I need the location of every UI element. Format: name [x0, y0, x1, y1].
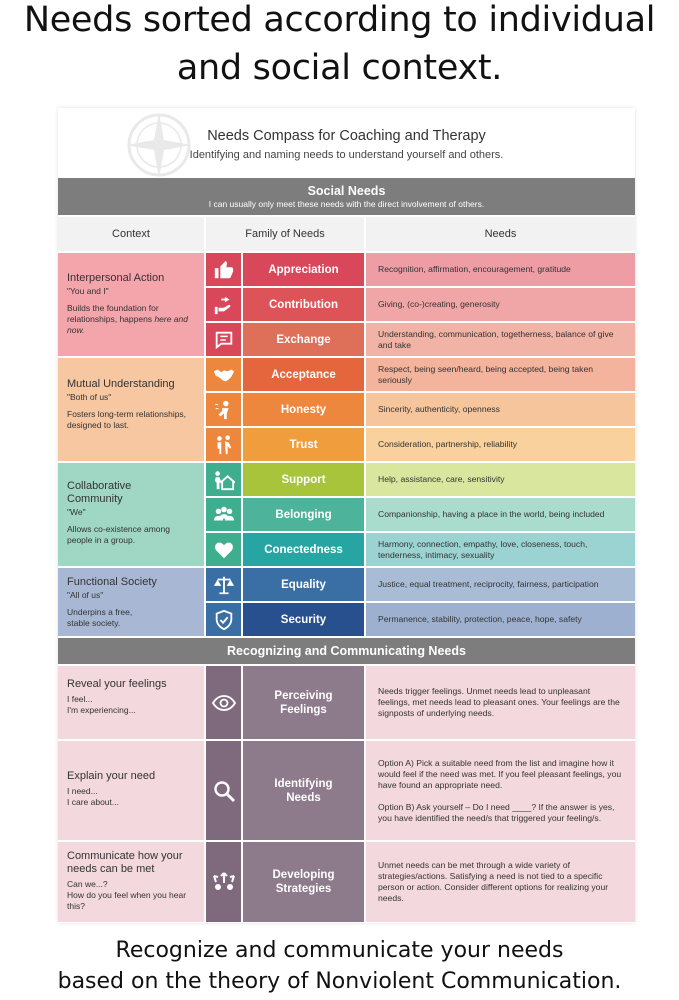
column-header-family: Family of Needs — [206, 217, 364, 251]
need-row-icon-7 — [206, 498, 241, 531]
step-text-1 — [366, 741, 635, 840]
scales-icon — [213, 574, 235, 596]
family-exchange: Exchange — [243, 323, 364, 356]
need-row-icon-5 — [206, 428, 241, 461]
step-icon-cell-0 — [206, 666, 241, 739]
footer-line-1: Recognize and communicate your needs — [115, 938, 564, 963]
step-icon-cell-2 — [206, 842, 241, 922]
column-header-context: Context — [58, 217, 204, 251]
context-title: Functional Society — [67, 576, 157, 588]
headline-line-1: Needs sorted according to individual — [23, 0, 656, 40]
needs-honesty: Sincerity, authenticity, openness — [366, 393, 635, 426]
context-quote: "You and I" — [67, 286, 109, 296]
step-context-explain — [58, 741, 204, 840]
step-developing-strategies: Developing Strategies — [243, 842, 364, 922]
context-collaborative-community — [58, 463, 204, 566]
needs-conectedness: Harmony, connection, empathy, love, closeness, touch, tenderness, intimacy, sexuality — [366, 533, 635, 566]
family-appreciation: Appreciation — [243, 253, 364, 286]
social-needs-title: Social Needs — [307, 184, 386, 198]
step-context-title: Explain your need — [67, 770, 156, 782]
family-trust: Trust — [243, 428, 364, 461]
step-text-paragraph: Unmet needs can be met through a wide variety of strategies/actions. Satisfying a need is not tied to a specific person or action. Consider different options for realizing your needs. — [378, 860, 609, 903]
compass-logo-icon — [114, 110, 204, 180]
context-title: Collaborative Community — [67, 480, 132, 505]
headline-line-2: and social context. — [176, 48, 503, 88]
context-description: Underpins a free, stable society. — [67, 607, 133, 628]
strategy-arrows-icon — [212, 870, 236, 894]
need-row-icon-0 — [206, 253, 241, 286]
context-functional-society — [58, 568, 204, 636]
context-title: Interpersonal Action — [67, 272, 165, 284]
step-icon-cell-1 — [206, 741, 241, 840]
recognizing-needs-title: Recognizing and Communicating Needs — [227, 644, 466, 658]
family-conectedness: Conectedness — [243, 533, 364, 566]
need-row-icon-2 — [206, 323, 241, 356]
needs-equality: Justice, equal treatment, reciprocity, fairness, participation — [366, 568, 635, 601]
step-text-paragraph: Needs trigger feelings. Unmet needs lead to unpleasant feelings, met needs lead to pleasant ones. Your feelings are the signposts of underlying needs. — [378, 686, 620, 718]
step-text-paragraph: Option B) Ask yourself – Do I need ____? If the answer is yes, you have identified the need/s that triggered your feeling/s. — [378, 801, 615, 823]
person-speaking-icon — [213, 399, 235, 421]
need-row-icon-3 — [206, 358, 241, 391]
step-context-title: Communicate how your needs can be met — [67, 850, 183, 875]
poster-subtitle: Identifying and naming needs to understand yourself and others. — [189, 149, 504, 161]
step-context-quote: Can we...? How do you feel when you hear this? — [67, 879, 187, 911]
need-row-icon-6 — [206, 463, 241, 496]
giving-hand-icon — [213, 294, 235, 316]
context-description: Allows co-existence among people in a group. — [67, 524, 170, 545]
step-perceiving-feelings: Perceiving Feelings — [243, 666, 364, 739]
column-header-needs: Needs — [366, 217, 635, 251]
context-description: Fosters long-term relationships, designed to last. — [67, 409, 187, 430]
family-belonging: Belonging — [243, 498, 364, 531]
social-needs-band — [58, 178, 635, 215]
step-context-quote: I feel... I'm experiencing... — [67, 694, 136, 715]
step-context-communicate — [58, 842, 204, 922]
step-text-paragraph: Option A) Pick a suitable need from the list and imagine how it would feel if the need was met. If you feel pleasant feelings, you have found an appropriate need. — [378, 757, 622, 790]
need-row-icon-9 — [206, 568, 241, 601]
poster-title: Needs Compass for Coaching and Therapy — [207, 128, 486, 144]
magnifier-icon — [212, 779, 236, 803]
context-interpersonal-action — [58, 253, 204, 356]
step-context-quote: I need... I care about... — [67, 786, 119, 807]
step-context-reveal — [58, 666, 204, 739]
family-security: Security — [243, 603, 364, 636]
context-quote: "We" — [67, 507, 86, 517]
family-contribution: Contribution — [243, 288, 364, 321]
context-mutual-understanding — [58, 358, 204, 461]
needs-acceptance: Respect, being seen/heard, being accepted, being taken seriously — [366, 358, 635, 391]
handshake-icon — [213, 364, 235, 386]
need-row-icon-8 — [206, 533, 241, 566]
social-needs-subtitle: I can usually only meet these needs with the direct involvement of others. — [208, 199, 485, 209]
context-quote: "All of us" — [67, 590, 104, 600]
step-text-2 — [366, 842, 635, 922]
needs-contribution: Giving, (co-)creating, generosity — [366, 288, 635, 321]
step-identifying-needs: Identifying Needs — [243, 741, 364, 840]
needs-belonging: Companionship, having a place in the world, being included — [366, 498, 635, 531]
step-text-0 — [366, 666, 635, 739]
context-quote: "Both of us" — [67, 392, 112, 402]
heart-icon — [213, 539, 235, 561]
need-row-icon-4 — [206, 393, 241, 426]
family-support: Support — [243, 463, 364, 496]
context-description: Builds the foundation for relationships, happens here and now. — [67, 303, 188, 335]
needs-appreciation: Recognition, affirmation, encouragement, gratitude — [366, 253, 635, 286]
need-row-icon-10 — [206, 603, 241, 636]
footer-line-2: based on the theory of Nonviolent Communication. — [57, 969, 622, 994]
family-acceptance: Acceptance — [243, 358, 364, 391]
recognizing-needs-band — [58, 638, 635, 664]
needs-support: Help, assistance, care, sensitivity — [366, 463, 635, 496]
helping-person-icon — [213, 469, 235, 491]
needs-trust: Consideration, partnership, reliability — [366, 428, 635, 461]
needs-security: Permanence, stability, protection, peace, hope, safety — [366, 603, 635, 636]
trust-fall-icon — [213, 434, 235, 456]
step-context-title: Reveal your feelings — [67, 678, 167, 690]
speech-bubble-icon — [213, 329, 235, 351]
eye-icon — [212, 691, 236, 715]
shield-icon — [213, 609, 235, 631]
footer-caption — [0, 935, 679, 997]
family-equality: Equality — [243, 568, 364, 601]
context-title: Mutual Understanding — [67, 378, 175, 390]
needs-compass-poster — [58, 108, 635, 923]
family-honesty: Honesty — [243, 393, 364, 426]
need-row-icon-1 — [206, 288, 241, 321]
thumbs-up-icon — [213, 259, 235, 281]
group-icon — [213, 504, 235, 526]
needs-exchange: Understanding, communication, togetherness, balance of give and take — [366, 323, 635, 356]
